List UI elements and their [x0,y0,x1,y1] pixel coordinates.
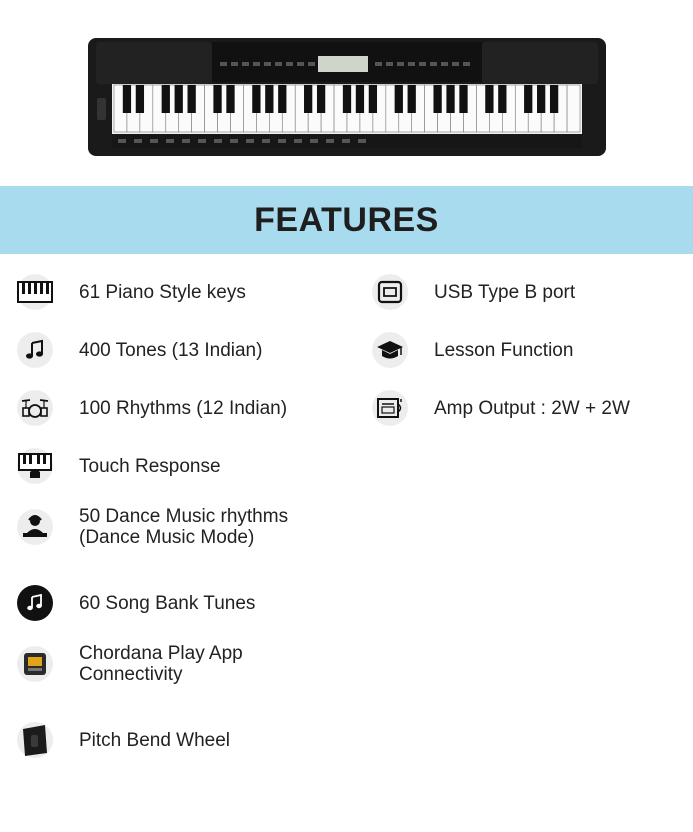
black-key [226,85,234,113]
panel-button [253,62,260,66]
bottom-button [230,139,238,143]
feature-label: Touch Response [79,455,221,477]
dj-icon [17,509,53,545]
keyboard-image [0,0,693,186]
bottom-button [166,139,174,143]
feature-song-bank [17,585,255,621]
bottom-button [278,139,286,143]
black-key [446,85,454,113]
feature-label-line1: Chordana Play App [79,643,243,664]
black-key [550,85,558,113]
feature-usb-port [372,274,575,310]
feature-label: Amp Output : 2W + 2W [434,397,630,419]
song-note-icon [17,585,53,621]
black-key [408,85,416,113]
feature-label [79,506,288,548]
features-heading: FEATURES [254,200,439,239]
touch-keys-icon [17,448,53,484]
black-key [304,85,312,113]
black-key [162,85,170,113]
feature-label-line2: (Dance Music Mode) [79,527,255,548]
features-banner [0,186,693,254]
feature-amp-output [372,390,630,426]
panel-button [220,62,227,66]
black-key [356,85,364,113]
black-key [537,85,545,113]
panel-button [231,62,238,66]
bottom-button [342,139,350,143]
black-key [485,85,493,113]
usb-port-icon [372,274,408,310]
bottom-button [198,139,206,143]
bottom-button [358,139,366,143]
features-list [0,254,693,832]
feature-label: 400 Tones (13 Indian) [79,339,263,361]
black-key [369,85,377,113]
feature-piano-keys [17,274,246,310]
panel-button [397,62,404,66]
panel-button [264,62,271,66]
black-key [252,85,260,113]
pitch-wheel-icon [17,722,53,758]
bottom-button [182,139,190,143]
feature-label: Lesson Function [434,339,574,361]
black-key [498,85,506,113]
panel-button [419,62,426,66]
panel-button [463,62,470,66]
feature-pitch-bend [17,722,230,758]
product-image [0,0,693,186]
panel-button [408,62,415,66]
panel-button [308,62,315,66]
black-key [395,85,403,113]
black-key [136,85,144,113]
panel-button [386,62,393,66]
black-key [265,85,273,113]
bottom-button [118,139,126,143]
feature-touch-response [17,448,221,484]
feature-label: 60 Song Bank Tunes [79,592,256,614]
feature-rhythms [17,390,287,426]
feature-tones [17,332,262,368]
panel-button [441,62,448,66]
panel-button [375,62,382,66]
black-key [524,85,532,113]
feature-label-line2: Connectivity [79,664,183,685]
graduation-cap-icon [372,332,408,368]
drum-kit-icon [17,390,53,426]
black-key [213,85,221,113]
music-note-icon [17,332,53,368]
feature-chordana-app [17,643,243,685]
panel-button [430,62,437,66]
black-key [433,85,441,113]
bottom-button [134,139,142,143]
feature-label: USB Type B port [434,281,576,303]
black-key [175,85,183,113]
feature-label-line1: 50 Dance Music rhythms [79,506,289,527]
feature-label: 61 Piano Style keys [79,281,246,303]
bottom-button [214,139,222,143]
app-icon [17,646,53,682]
panel-button [297,62,304,66]
white-key [567,85,580,132]
bottom-button [326,139,334,143]
panel-button [452,62,459,66]
feature-dance-music [17,506,288,548]
bottom-button [150,139,158,143]
feature-label: 100 Rhythms (12 Indian) [79,397,288,419]
bottom-button [310,139,318,143]
black-key [123,85,131,113]
black-key [317,85,325,113]
black-key [343,85,351,113]
panel-button [275,62,282,66]
keyboard-keys-icon [17,274,53,310]
bottom-button [262,139,270,143]
amplifier-icon [372,390,408,426]
panel-button [242,62,249,66]
bottom-button [246,139,254,143]
feature-lesson [372,332,573,368]
panel-button [286,62,293,66]
black-key [459,85,467,113]
black-key [188,85,196,113]
feature-label: Pitch Bend Wheel [79,729,231,751]
bottom-button [294,139,302,143]
feature-label [79,643,243,685]
black-key [278,85,286,113]
